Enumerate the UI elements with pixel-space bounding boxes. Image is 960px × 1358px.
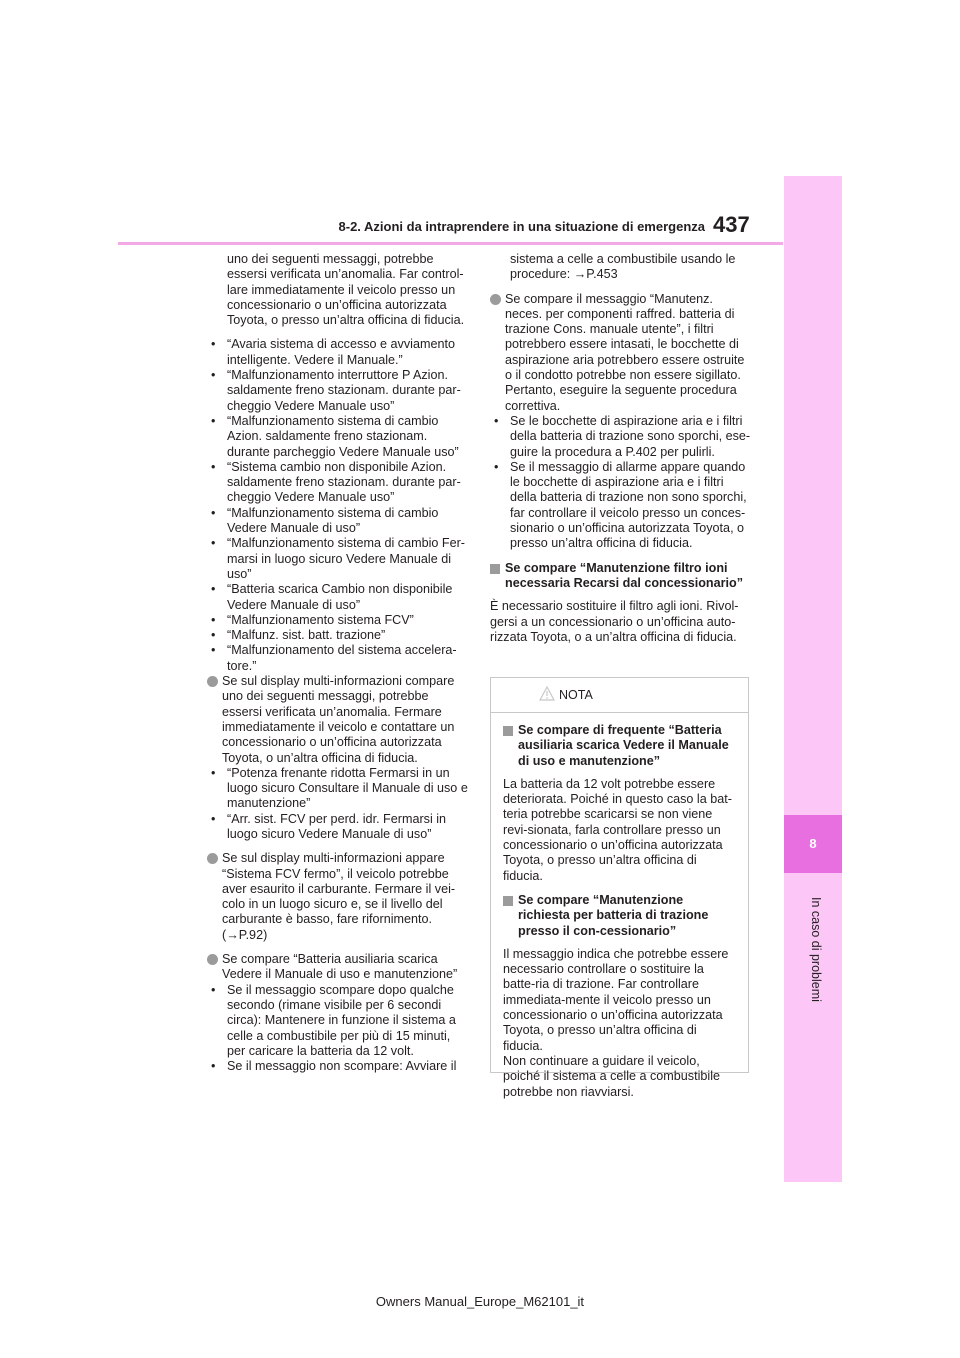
footer-document-id: Owners Manual_Europe_M62101_it [375,1294,585,1309]
square-bullet-icon [490,564,500,574]
header-rule [118,242,783,245]
bullet-item-b: Se sul display multi-informazioni compare uno dei seguenti messaggi, potrebbe essersi verificata un’anomalia. Fermare immediatamente il veicolo e contattare un concessionario o un’officina autorizzata Toyota, o un’altra officina di fiducia. • “Potenza frenante ridotta Fermarsi in un luogo sicuro Consultare il Manuale di uso e manutenzione” • “Arr. sist. FCV per perd. idr. Fermarsi in luogo sicuro Vedere Manuale di uso” [207,674,469,842]
warning-triangle-icon [539,686,555,701]
list-item: • “Sistema cambio non disponibile Azion. saldamente freno stazionam. durante par-cheggio Vedere Manuale uso” [211,459,461,505]
list-item: • “Potenza frenante ridotta Fermarsi in un luogo sicuro Consultare il Manuale di uso e manutenzione” [211,765,468,811]
bullet-item-c: Se sul display multi-informazioni appare “Sistema FCV fermo”, il veicolo potrebbe aver esaurito il carburante. Fermare il vei-colo in un luogo sicuro e, se il livello del carburante è basso, fare rifornimento. (→P.92) [207,851,469,943]
circle-bullet-icon [207,676,218,687]
chapter-side-tab [784,176,842,1182]
list-item: • “Malfunzionamento sistema FCV” [211,612,414,627]
section-title: 8-2. Azioni da intraprendere in una situazione di emergenza [338,219,705,234]
paragraph: Non continuare a guidare il veicolo, poiché il sistema a celle a combustibile potrebbe non riavviarsi. [503,1053,720,1099]
bullet-item-d: Se compare “Batteria ausiliaria scarica Vedere il Manuale di uso e manutenzione” • Se il messaggio scompare dopo qualche secondo (rimane visibile per 6 secondi circa): Mantenere in funzione il sistema a celle a combustibile per più di 15 minuti, per caricare la batteria da 12 volt. • Se il messaggio non scompare: Avviare il [207,952,469,1074]
list-item: • “Malfunzionamento sistema di cambio Fer-marsi in luogo sicuro Vedere Manuale di uso” [211,536,465,581]
list-item: • “Malfunzionamento interruttore P Azion. saldamente freno stazionam. durante par-cheggio Vedere Manuale uso” [211,368,461,413]
intro-paragraph: uno dei seguenti messaggi, potrebbe essersi verificata un’anomalia. Far control-lare immediatamente il veicolo presso un concessionario o un’officina autorizzata Toyota, o presso un’altra officina di fiducia. [227,252,465,328]
notice-heading: Se compare “Manutenzione richiesta per batteria di trazione presso il con-cessionario” [503,893,736,939]
paragraph: È necessario sostituire il filtro agli ioni. Rivol-gersi a un concessionario o un’officina auto-rizzata Toyota, o a un’altra officina di fiducia. [490,599,739,644]
message-list-d [207,983,469,1075]
list-item: • “Batteria scarica Cambio non disponibile Vedere Manuale di uso” [211,582,453,612]
procedure-list-e [490,414,752,552]
chapter-label: In caso di problemi [809,897,823,1002]
notice-box [490,677,749,1099]
list-item: • “Malfunz. sist. batt. trazione” [211,628,386,643]
circle-bullet-icon [207,954,218,965]
paragraph: Il messaggio indica che potrebbe essere necessario controllare o sostituire la batte-ria di trazione. Far controllare immediata-mente il veicolo presso un concessionario o un’officina autorizzata Toyota, o presso un’altra officina di fiducia. [503,946,729,1053]
notice-body [491,713,748,1100]
list-item: • “Malfunzionamento del sistema accelera-tore.” [211,643,457,673]
circle-bullet-icon [207,853,218,864]
bullet-item-e: Se compare il messaggio “Manutenz. neces. per componenti raffred. batteria di trazione Cons. manuale utente”, i filtri potrebbero essere intasati, le bocchette di aspirazione aria potrebbero essere ostruite o il condotto potrebbe non essere sigillato. Pertanto, eseguire la seguente procedura correttiva. • Se le bocchette di aspirazione aria e i filtri della batteria di trazione sono sporchi, ese-guire la procedura a P.402 per pulirli. • Se il messaggio di allarme appare quando le bocchette di aspirazione aria e i filtri della batteria di trazione non sono sporchi, far controllare il veicolo presso un conces-sionario o un’officina autorizzata Toyota, o presso un’altra officina di fiducia. [490,292,752,552]
continuation-paragraph: sistema a celle a combustibile usando le procedure: →P.453 [510,252,736,282]
list-item: • Se il messaggio di allarme appare quando le bocchette di aspirazione aria e i filtri della batteria di trazione non sono sporchi, far controllare il veicolo presso un conces-sionario o un’officina autorizzata Toyota, o presso un’altra officina di fiducia. [494,459,747,551]
list-item: • Se il messaggio scompare dopo qualche secondo (rimane visibile per 6 secondi circa): Mantenere in funzione il sistema a celle a combustibile per più di 15 minuti, per caricare la batteria da 12 volt. [211,982,456,1058]
notice-heading: Se compare di frequente “Batteria ausiliaria scarica Vedere il Manuale di uso e manutenzione” [503,723,736,769]
list-item: • “Malfunzionamento sistema di cambio Vedere Manuale di uso” [211,505,439,536]
chapter-number-box: 8 [784,815,842,873]
left-column [207,252,469,1083]
list-item: • Se il messaggio non scompare: Avviare il [211,1059,457,1074]
notice-header [491,678,748,713]
paragraph: La batteria da 12 volt potrebbe essere deteriorata. Poiché in questo caso la bat-teria potrebbe scaricarsi se non viene revi-sionata, farla controllare presso un concessionario o un’officina autorizzata Toyota, o presso un’altra officina di fiducia. [503,776,732,883]
list-item: • “Avaria sistema di accesso e avviamento intelligente. Vedere il Manuale.” [211,337,455,367]
list-item: • “Arr. sist. FCV per perd. idr. Fermarsi in luogo sicuro Vedere Manuale di uso” [211,811,447,841]
section-heading: Se compare “Manutenzione filtro ioni necessaria Recarsi dal concessionario” [490,561,752,592]
notice-label: NOTA [559,688,593,702]
list-item: • Se le bocchette di aspirazione aria e i filtri della batteria di trazione sono sporchi, ese-guire la procedura a P.402 per pulirli. [494,413,751,459]
page-number: 437 [713,212,750,237]
message-list-a [207,337,469,674]
right-column [490,252,752,654]
message-list-b [207,766,469,842]
list-item: • “Malfunzionamento sistema di cambio Azion. saldamente freno stazionam. durante parcheggio Vedere Manuale uso” [211,413,459,459]
square-bullet-icon [503,726,513,736]
square-bullet-icon [503,896,513,906]
circle-bullet-icon [490,294,501,305]
